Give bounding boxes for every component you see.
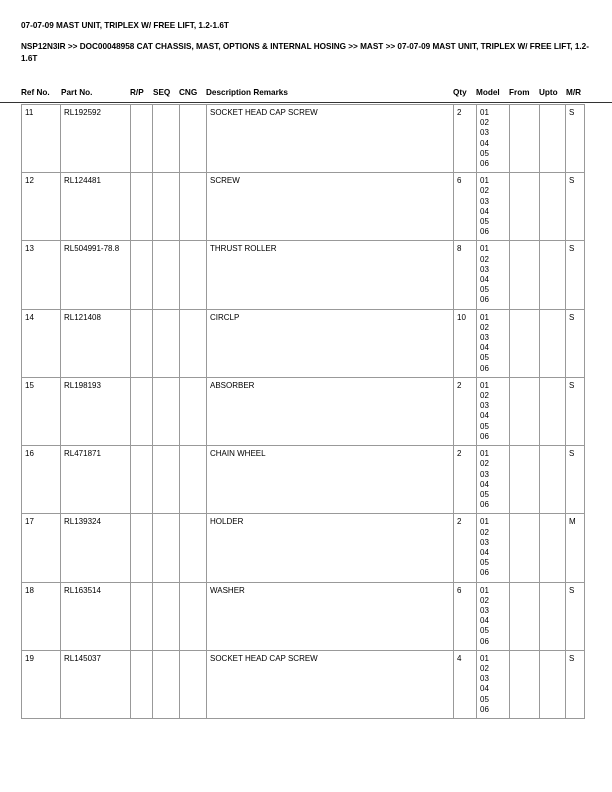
description-cell: ABSORBER [207, 377, 454, 445]
qty-cell: 2 [454, 514, 477, 582]
cng-cell [180, 105, 207, 173]
model-cell [477, 446, 510, 514]
upto-cell [540, 173, 566, 241]
description-cell: SOCKET HEAD CAP SCREW [207, 105, 454, 173]
rp-cell [131, 446, 153, 514]
model-code: 02 [480, 663, 489, 673]
qty-cell: 4 [454, 650, 477, 718]
from-cell [510, 446, 540, 514]
from-cell [510, 173, 540, 241]
model-code: 01 [480, 244, 489, 254]
model-code: 04 [480, 616, 489, 626]
model-cell [477, 377, 510, 445]
model-code: 04 [480, 479, 489, 489]
table-row [22, 446, 585, 514]
model-cell [477, 173, 510, 241]
col-model: Model [476, 88, 500, 97]
model-cell [477, 105, 510, 173]
model-code: 03 [480, 469, 489, 479]
model-code: 02 [480, 459, 489, 469]
col-part: Part No. [61, 88, 93, 97]
col-mr: M/R [566, 88, 582, 97]
model-code: 01 [480, 585, 489, 595]
description-cell: CHAIN WHEEL [207, 446, 454, 514]
rp-cell [131, 514, 153, 582]
model-code: 03 [480, 196, 489, 206]
ref-cell: 12 [22, 173, 61, 241]
seq-cell [153, 650, 180, 718]
header-divider [0, 102, 612, 103]
mr-cell: S [566, 582, 585, 650]
model-code: 04 [480, 138, 489, 148]
model-code: 04 [480, 343, 489, 353]
rp-cell [131, 105, 153, 173]
upto-cell [540, 377, 566, 445]
model-cell [477, 582, 510, 650]
model-code: 06 [480, 636, 489, 646]
col-ref: Ref No. [21, 88, 50, 97]
col-from: From [509, 88, 530, 97]
model-code: 06 [480, 159, 489, 169]
model-code: 01 [480, 176, 489, 186]
qty-cell: 10 [454, 309, 477, 377]
table-header [0, 88, 612, 100]
model-cell [477, 241, 510, 309]
model-code: 01 [480, 312, 489, 322]
model-code: 03 [480, 264, 489, 274]
part-no-cell: RL198193 [61, 377, 131, 445]
model-code: 01 [480, 653, 489, 663]
cng-cell [180, 650, 207, 718]
cng-cell [180, 241, 207, 309]
rp-cell [131, 650, 153, 718]
model-code: 01 [480, 449, 489, 459]
upto-cell [540, 105, 566, 173]
description-cell: SOCKET HEAD CAP SCREW [207, 650, 454, 718]
model-code: 05 [480, 558, 489, 568]
mr-cell: S [566, 309, 585, 377]
col-rp: R/P [130, 88, 144, 97]
model-code: 03 [480, 128, 489, 138]
model-code: 02 [480, 118, 489, 128]
model-code: 02 [480, 391, 489, 401]
seq-cell [153, 173, 180, 241]
model-code: 04 [480, 275, 489, 285]
model-code: 02 [480, 186, 489, 196]
ref-cell: 18 [22, 582, 61, 650]
description-cell: THRUST ROLLER [207, 241, 454, 309]
model-code: 04 [480, 684, 489, 694]
part-no-cell: RL163514 [61, 582, 131, 650]
model-code: 03 [480, 537, 489, 547]
from-cell [510, 650, 540, 718]
part-no-cell: RL192592 [61, 105, 131, 173]
upto-cell [540, 309, 566, 377]
model-code: 06 [480, 704, 489, 714]
model-code: 04 [480, 206, 489, 216]
model-code: 06 [480, 295, 489, 305]
model-code: 05 [480, 489, 489, 499]
description-cell: CIRCLP [207, 309, 454, 377]
table-row [22, 377, 585, 445]
description-cell: HOLDER [207, 514, 454, 582]
part-no-cell: RL504991-78.8 [61, 241, 131, 309]
model-code: 06 [480, 568, 489, 578]
breadcrumb: NSP12N3IR >> DOC00048958 CAT CHASSIS, MAST, OPTIONS & INTERNAL HOSING >> MAST >> 07-07-09 MAST UNIT, TRIPLEX W/ FREE LIFT, 1.2-1.6T [21, 42, 589, 63]
table-row [22, 582, 585, 650]
model-code: 05 [480, 694, 489, 704]
seq-cell [153, 446, 180, 514]
seq-cell [153, 241, 180, 309]
model-code: 04 [480, 547, 489, 557]
table-row [22, 514, 585, 582]
model-cell [477, 650, 510, 718]
from-cell [510, 105, 540, 173]
cng-cell [180, 514, 207, 582]
mr-cell: S [566, 377, 585, 445]
model-code: 05 [480, 421, 489, 431]
page-title: 07-07-09 MAST UNIT, TRIPLEX W/ FREE LIFT, 1.2-1.6T [21, 21, 229, 30]
ref-cell: 19 [22, 650, 61, 718]
part-no-cell: RL471871 [61, 446, 131, 514]
part-no-cell: RL124481 [61, 173, 131, 241]
rp-cell [131, 309, 153, 377]
mr-cell: S [566, 173, 585, 241]
model-code: 03 [480, 333, 489, 343]
mr-cell: S [566, 241, 585, 309]
model-code: 02 [480, 527, 489, 537]
qty-cell: 2 [454, 446, 477, 514]
model-code: 04 [480, 411, 489, 421]
model-code: 01 [480, 517, 489, 527]
table-row [22, 105, 585, 173]
ref-cell: 16 [22, 446, 61, 514]
model-code: 03 [480, 401, 489, 411]
upto-cell [540, 514, 566, 582]
mr-cell: M [566, 514, 585, 582]
seq-cell [153, 105, 180, 173]
qty-cell: 8 [454, 241, 477, 309]
cng-cell [180, 582, 207, 650]
col-desc: Description Remarks [206, 88, 288, 97]
qty-cell: 6 [454, 173, 477, 241]
model-code: 03 [480, 605, 489, 615]
mr-cell: S [566, 650, 585, 718]
from-cell [510, 514, 540, 582]
table-row [22, 309, 585, 377]
from-cell [510, 377, 540, 445]
col-cng: CNG [179, 88, 198, 97]
ref-cell: 14 [22, 309, 61, 377]
part-no-cell: RL139324 [61, 514, 131, 582]
from-cell [510, 582, 540, 650]
model-code: 05 [480, 353, 489, 363]
rp-cell [131, 582, 153, 650]
table-row [22, 173, 585, 241]
part-no-cell: RL121408 [61, 309, 131, 377]
model-code: 05 [480, 626, 489, 636]
ref-cell: 15 [22, 377, 61, 445]
col-qty: Qty [453, 88, 467, 97]
upto-cell [540, 241, 566, 309]
model-code: 06 [480, 500, 489, 510]
seq-cell [153, 582, 180, 650]
model-code: 06 [480, 363, 489, 373]
upto-cell [540, 582, 566, 650]
model-code: 01 [480, 108, 489, 117]
model-code: 02 [480, 254, 489, 264]
rp-cell [131, 173, 153, 241]
table-row [22, 241, 585, 309]
model-code: 05 [480, 285, 489, 295]
seq-cell [153, 514, 180, 582]
cng-cell [180, 446, 207, 514]
model-code: 02 [480, 595, 489, 605]
cng-cell [180, 173, 207, 241]
col-seq: SEQ [153, 88, 171, 97]
mr-cell: S [566, 446, 585, 514]
model-code: 01 [480, 380, 489, 390]
model-code: 02 [480, 322, 489, 332]
seq-cell [153, 309, 180, 377]
model-cell [477, 309, 510, 377]
ref-cell: 11 [22, 105, 61, 173]
model-code: 05 [480, 148, 489, 158]
description-cell: SCREW [207, 173, 454, 241]
part-no-cell: RL145037 [61, 650, 131, 718]
model-cell [477, 514, 510, 582]
model-code: 03 [480, 674, 489, 684]
ref-cell: 13 [22, 241, 61, 309]
upto-cell [540, 446, 566, 514]
upto-cell [540, 650, 566, 718]
col-upto: Upto [539, 88, 558, 97]
cng-cell [180, 309, 207, 377]
qty-cell: 2 [454, 377, 477, 445]
table-row [22, 650, 585, 718]
rp-cell [131, 377, 153, 445]
ref-cell: 17 [22, 514, 61, 582]
qty-cell: 6 [454, 582, 477, 650]
model-code: 06 [480, 431, 489, 441]
mr-cell: S [566, 105, 585, 173]
description-cell: WASHER [207, 582, 454, 650]
from-cell [510, 241, 540, 309]
parts-table [21, 104, 585, 719]
from-cell [510, 309, 540, 377]
rp-cell [131, 241, 153, 309]
cng-cell [180, 377, 207, 445]
model-code: 06 [480, 227, 489, 237]
qty-cell: 2 [454, 105, 477, 173]
seq-cell [153, 377, 180, 445]
model-code: 05 [480, 217, 489, 227]
